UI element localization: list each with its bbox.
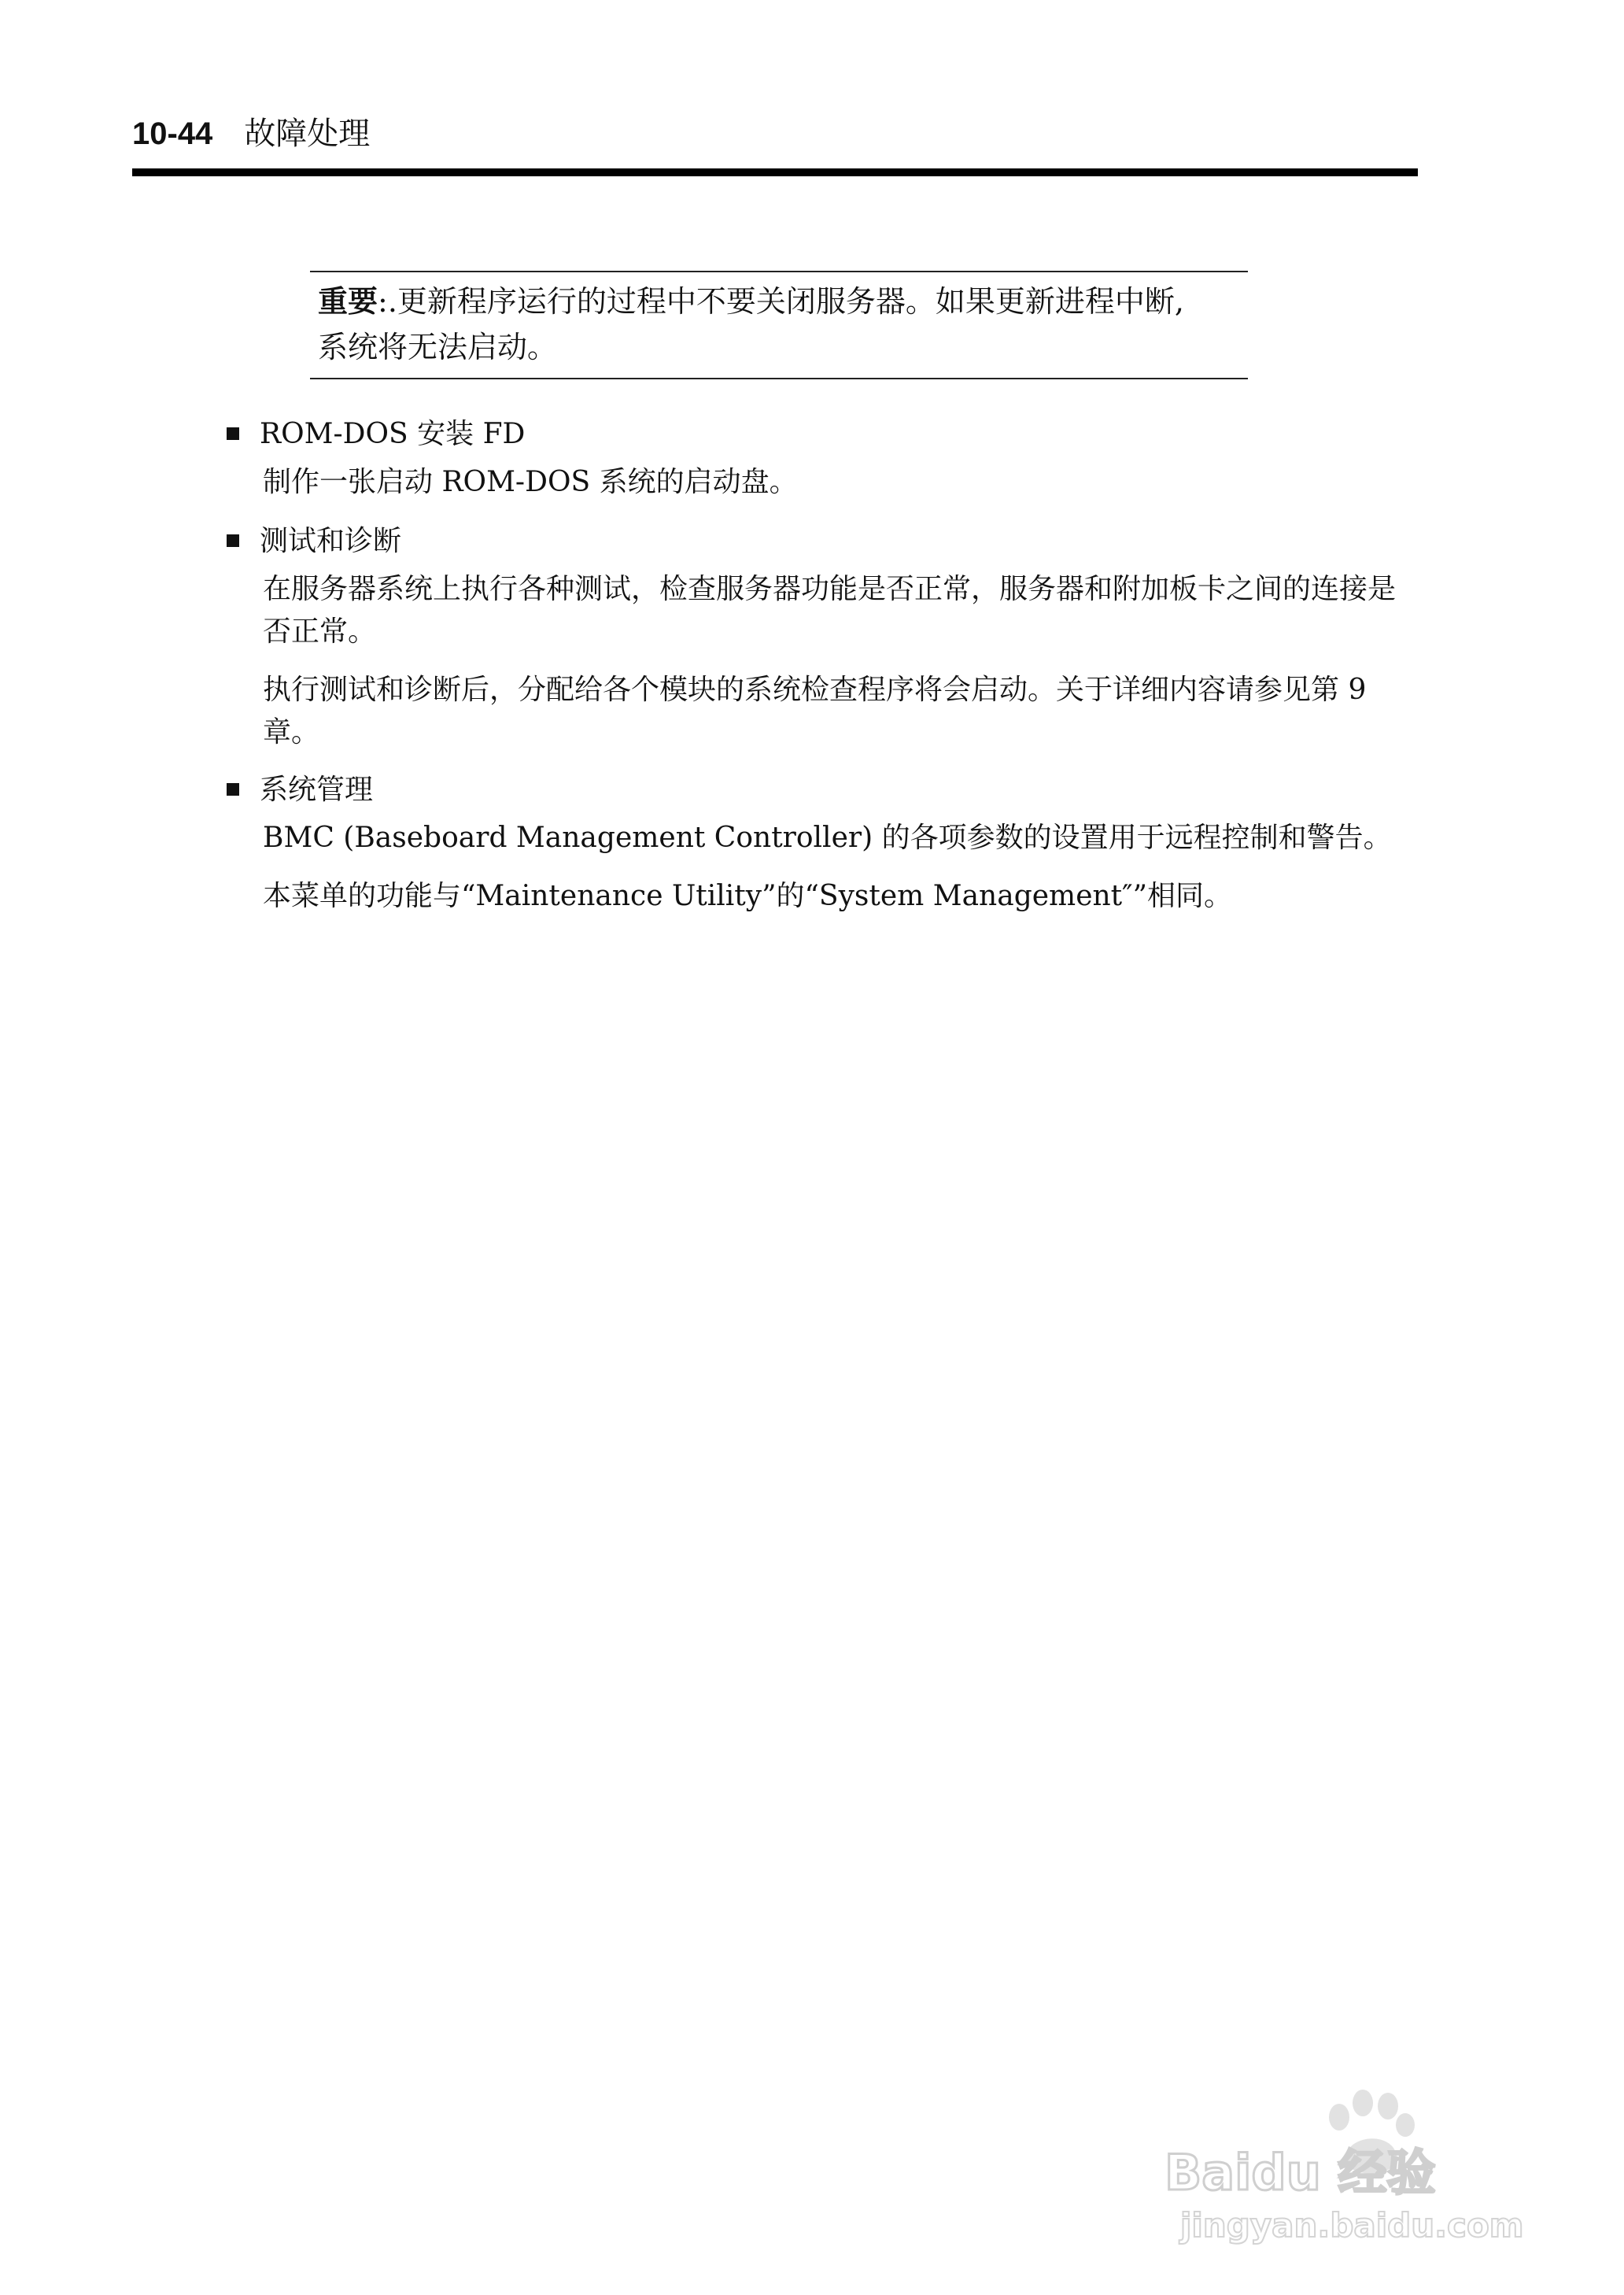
item-body <box>263 817 1423 918</box>
header-divider <box>132 168 1418 176</box>
note-label: 重要 <box>318 284 378 319</box>
item-title: ROM-DOS 安装 FD <box>227 416 1423 453</box>
item-title: 测试和诊断 <box>227 523 1423 560</box>
list-item-diagnostics <box>227 523 1423 754</box>
item-paragraph: 在服务器系统上执行各种测试，检查服务器功能是否正常，服务器和附加板卡之间的连接是否正常。 <box>263 573 1397 648</box>
item-paragraph: 执行测试和诊断后，分配给各个模块的系统检查程序将会启动。关于详细内容请参见第 9 章。 <box>263 674 1367 748</box>
baidu-jingyan-watermark <box>1157 2062 1566 2251</box>
item-paragraph: BMC (Baseboard Management Controller) 的各项参数的设置用于远程控制和警告。 <box>263 822 1392 854</box>
watermark-brand: Baidu 经验 <box>1164 2144 1436 2201</box>
item-body <box>263 461 1423 504</box>
list-item-rom-dos <box>227 416 1423 504</box>
item-paragraph: 本菜单的功能与“Maintenance Utility”的“System Management″”相同。 <box>263 880 1232 912</box>
list-item-system-management <box>227 771 1423 918</box>
square-bullet-icon <box>227 534 239 547</box>
item-paragraph: 制作一张启动 ROM-DOS 系统的启动盘。 <box>263 466 798 498</box>
square-bullet-icon <box>227 427 239 440</box>
item-body <box>263 568 1423 754</box>
important-note <box>310 271 1248 379</box>
page-header <box>132 115 370 153</box>
item-title: 系统管理 <box>227 771 1423 809</box>
page-number: 10-44 <box>132 116 213 151</box>
square-bullet-icon <box>227 783 239 796</box>
note-text-1: :.更新程序运行的过程中不要关闭服务器。如果更新进程中断, <box>378 284 1184 319</box>
chapter-title: 故障处理 <box>244 116 371 152</box>
watermark-url: jingyan.baidu.com <box>1180 2206 1524 2245</box>
note-text-2: 系统将无法启动。 <box>318 330 558 364</box>
note-line-1 <box>318 279 1248 324</box>
